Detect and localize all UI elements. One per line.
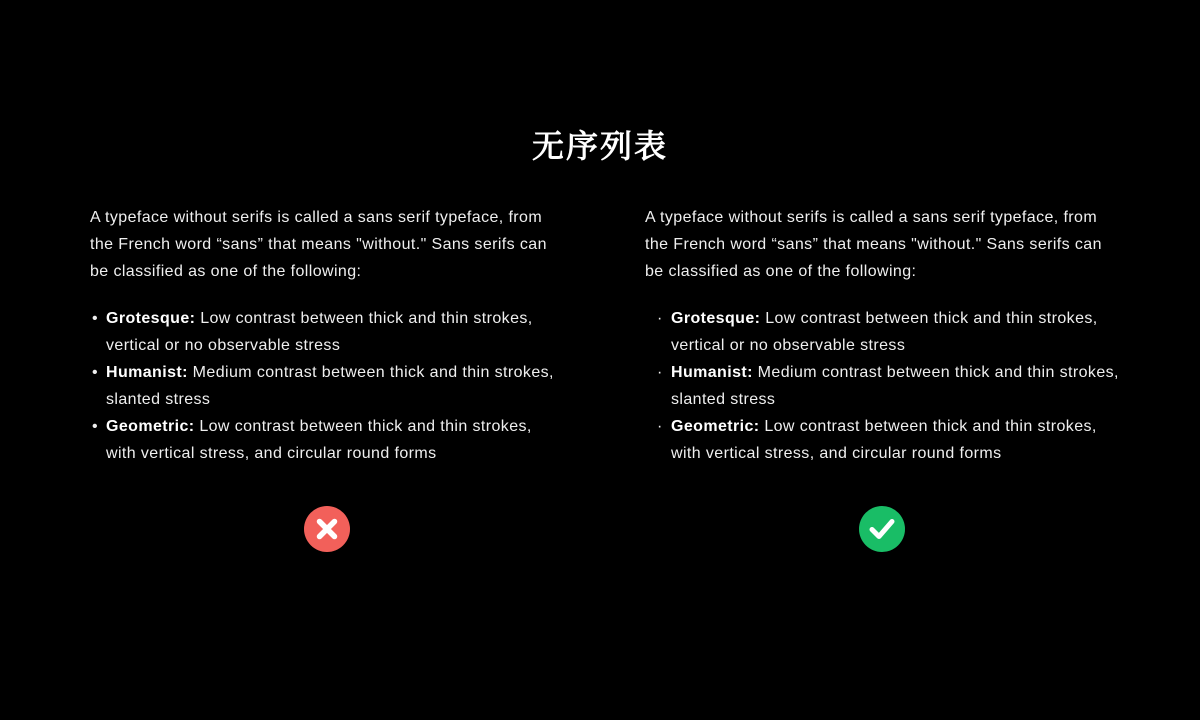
list-item-description: Medium contrast between thick and thin strokes, slanted stress [106, 364, 554, 408]
list-item-description: Medium contrast between thick and thin strokes, slanted stress [671, 364, 1119, 408]
bullet-marker: • [92, 364, 99, 381]
page-title: 无序列表 [531, 128, 668, 164]
list-item-term: Humanist: [671, 364, 753, 381]
bullet-marker: · [657, 418, 663, 435]
bullet-marker: • [92, 310, 99, 327]
list-item-text [106, 305, 564, 359]
check-icon [859, 506, 905, 552]
verdict-badge-correct [645, 506, 1119, 552]
list-item-term: Geometric: [671, 418, 760, 435]
list-item-description: Low contrast between thick and thin strokes, vertical or no observable stress [671, 310, 1098, 354]
list-item-description: Low contrast between thick and thin strokes, with vertical stress, and circular round forms [671, 418, 1097, 462]
list-item-term: Grotesque: [671, 310, 761, 327]
bullet-marker: · [657, 310, 663, 327]
list-item [90, 413, 564, 467]
intro-paragraph: A typeface without serifs is called a sans serif typeface, from the French word “sans” that means "without." Sans serifs can be classified as one of the following: [645, 209, 1102, 280]
list-item-text [671, 305, 1119, 359]
list-item [90, 359, 564, 413]
bullet-list [90, 305, 564, 467]
list-item [645, 413, 1119, 467]
list-item-description: Low contrast between thick and thin strokes, with vertical stress, and circular round forms [106, 418, 532, 462]
list-item-term: Grotesque: [106, 310, 196, 327]
list-item-text [106, 413, 564, 467]
cross-icon [304, 506, 350, 552]
list-item-term: Humanist: [106, 364, 188, 381]
list-item [645, 305, 1119, 359]
comparison-columns [90, 204, 1119, 552]
list-item-text [671, 359, 1119, 413]
bullet-marker: • [92, 418, 99, 435]
list-item-description: Low contrast between thick and thin strokes, vertical or no observable stress [106, 310, 533, 354]
bullet-list [645, 305, 1119, 467]
list-item [90, 305, 564, 359]
list-item-text [671, 413, 1119, 467]
bullet-marker: · [657, 364, 663, 381]
list-item-term: Geometric: [106, 418, 195, 435]
verdict-badge-incorrect [90, 506, 564, 552]
list-item [645, 359, 1119, 413]
example-column-correct [645, 204, 1119, 552]
badge-circle [859, 506, 905, 552]
list-item-text [106, 359, 564, 413]
intro-paragraph: A typeface without serifs is called a sans serif typeface, from the French word “sans” that means "without." Sans serifs can be classified as one of the following: [90, 209, 547, 280]
example-column-incorrect [90, 204, 564, 552]
